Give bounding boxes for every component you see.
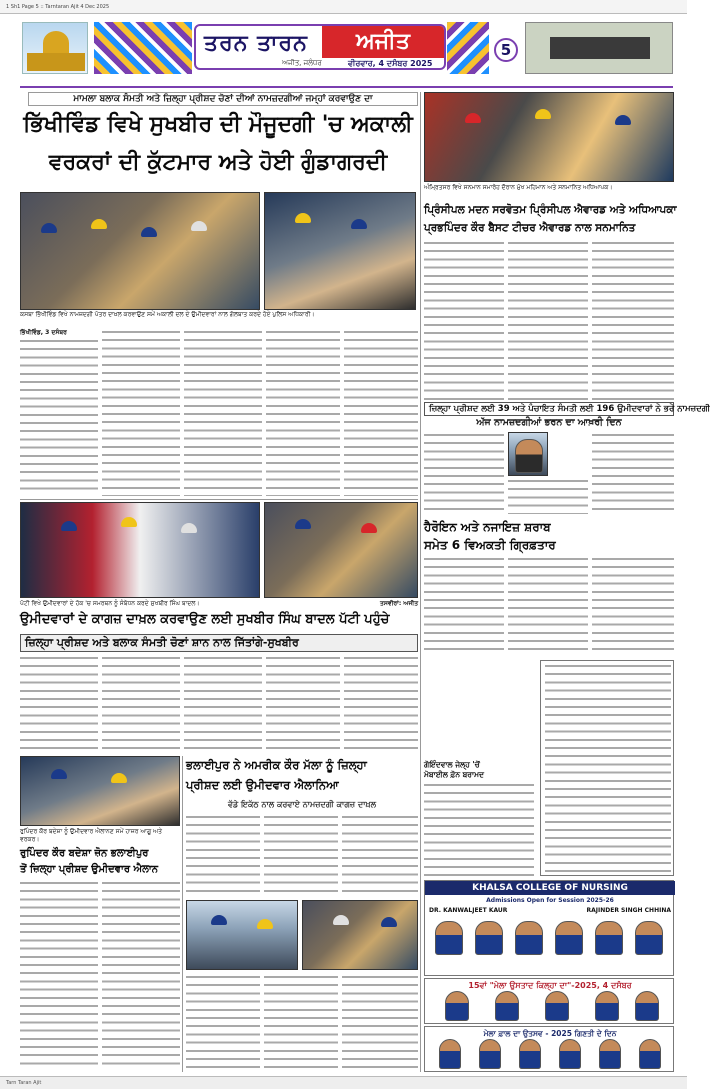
heroin-headline-line2: ਸਮੇਤ 6 ਵਿਅਕਤੀ ਗ੍ਰਿਫ਼ਤਾਰ: [424, 538, 556, 552]
award-column-3: [592, 240, 674, 400]
lead-photo-right: [264, 192, 416, 310]
award-column-2: [508, 240, 588, 400]
award-photo-caption: ਅੰਮ੍ਰਿਤਸਰ ਵਿਖੇ ਸਨਮਾਨ ਸਮਾਰੋਹ ਦੌਰਾਨ ਮੁੱਖ ਮਹਿਮਾਨ ਅਤੇ ਸਨਮਾਨਿਤ ਅਧਿਆਪਕ।: [424, 184, 613, 191]
lead-photo-caption: ਕਸਬਾ ਭਿੱਖੀਵਿੰਡ ਵਿਖੇ ਨਾਮਜ਼ਦਗੀ ਪੱਤਰ ਦਾਖ਼ਲ ਕਰਵਾਉਣ ਸਮੇਂ ਅਕਾਲੀ ਦਲ ਦੇ ਉਮੀਦਵਾਰਾਂ ਨਾਲ ਗੱਲਬਾਤ ਕਰਦੇ ਹੋਏ ਪੁਲਿਸ ਅਧਿਕਾਰੀ।: [20, 311, 315, 318]
candidate-headline-line2: ਤੋਂ ਜ਼ਿਲ੍ਹਾ ਪ੍ਰੀਸ਼ਦ ਉਮੀਦਵਾਰ ਐਲਾਨ: [20, 864, 158, 875]
fair-ad-portrait-1: [445, 991, 469, 1021]
bhalaipur-column-5: [264, 974, 338, 1070]
ad-right-text: [545, 663, 671, 873]
temple-base: [27, 53, 85, 71]
bhalaipur-photo-2: [302, 900, 418, 970]
bhalaipur-column-3: [342, 814, 418, 898]
lead-column-4: [266, 329, 340, 496]
sukhbir-column-4: [266, 655, 340, 753]
fair-ad-2-portrait-2: [479, 1039, 501, 1069]
nursing-college-ad: [424, 880, 674, 976]
gold-column: [424, 782, 534, 876]
fair-ad: [424, 978, 674, 1024]
award-headline-line1: ਪ੍ਰਿੰਸੀਪਲ ਮਦਨ ਸਰਵੋਤਮ ਪ੍ਰਿੰਸੀਪਲ ਐਵਾਰਡ ਅਤੇ ਅਧਿਆਪਕਾ: [424, 204, 677, 216]
award-headline-line2: ਪ੍ਰਭਪਿੰਦਰ ਕੌਰ ਬੈਸਟ ਟੀਚਰ ਐਵਾਰਡ ਨਾਲ ਸਨਮਾਨਿਤ: [424, 222, 636, 234]
bhalaipur-headline-line2: ਪ੍ਰੀਸ਼ਦ ਲਈ ਉਮੀਦਵਾਰ ਐਲਾਨਿਆ: [186, 778, 339, 792]
bhalaipur-column-4: [186, 974, 260, 1070]
nursing-ad-portrait-1: [435, 921, 463, 955]
candidate-column-1: [20, 880, 98, 1070]
ad-column-right: [540, 660, 674, 876]
golden-temple-image: [22, 22, 88, 74]
lead-column-2: [102, 329, 180, 496]
sukhbir-column-1: [20, 655, 98, 753]
page-number: 5: [494, 38, 518, 62]
nomination-column-2: [508, 478, 588, 514]
lead-column-1: [20, 338, 98, 496]
middle-divider: [20, 499, 418, 500]
middle-photos-caption: ਪੱਟੀ ਵਿਖੇ ਉਮੀਦਵਾਰਾਂ ਦੇ ਹੱਕ 'ਚ ਸਮਰਥਨ ਨੂੰ ਸੰਬੋਧਨ ਕਰਦੇ ਸੁਖਬੀਰ ਸਿੰਘ ਬਾਦਲ।: [20, 600, 200, 607]
nursing-ad-line2: DR. KANWALJEET KAUR: [429, 907, 508, 914]
masthead-pattern-left: [94, 22, 192, 74]
fair-ad-2-portrait-1: [439, 1039, 461, 1069]
nursing-ad-portrait-6: [635, 921, 663, 955]
lead-headline-line2: ਵਰਕਰਾਂ ਦੀ ਕੁੱਟਮਾਰ ਅਤੇ ਹੋਈ ਗੁੰਡਾਗਰਦੀ: [48, 150, 388, 175]
lead-byline: ਭਿੱਖੀਵਿੰਡ, 3 ਦਸੰਬਰ: [20, 329, 67, 336]
masthead-edition: ਅਜੀਤ, ਜਲੰਧਰ: [282, 59, 322, 67]
heroin-column-1: [424, 556, 504, 656]
fair-ad-2-title: ਮੇਲਾ ਫ਼ਾਲ ਦਾ ਉਤਸਵ - 2025 ਗਿਣਤੀ ਦੇ ਦਿਨ: [483, 1029, 617, 1038]
bhalaipur-column-2: [264, 814, 338, 898]
lead-column-3: [184, 329, 262, 496]
masthead-title-box: [194, 24, 446, 70]
fair-ad-portrait-5: [635, 991, 659, 1021]
heroin-headline-line1: ਹੈਰੋਇਨ ਅਤੇ ਨਜਾਇਜ਼ ਸ਼ਰਾਬ: [424, 520, 551, 534]
fair-ad-portrait-2: [495, 991, 519, 1021]
official-portrait: [508, 432, 548, 476]
column-rule-main: [420, 92, 421, 1072]
masthead-rule: [20, 86, 673, 88]
bhalaipur-subhead: ਵੱਡੇ ਇਕੱਠ ਨਾਲ ਕਰਵਾਏ ਨਾਮਜ਼ਦਗੀ ਕਾਗਜ਼ ਦਾਖ਼ਲ: [228, 800, 376, 809]
fair-ad-2: [424, 1026, 674, 1072]
nursing-ad-portrait-5: [595, 921, 623, 955]
award-photo: [424, 92, 674, 182]
lead-photo-left: [20, 192, 260, 310]
candidate-headline-line1: ਰੁਪਿੰਦਰ ਕੌਰ ਬਦੇਸ਼ਾ ਜ਼ੋਨ ਭਲਾਈਪੁਰ: [20, 848, 149, 859]
candidate-photo: [20, 756, 180, 826]
ad-signboard: [550, 37, 650, 59]
fair-ad-title: 15ਵਾਂ "ਮੇਲਾ ਉਸਤਾਦ ਕਿਲ੍ਹਾ ਦਾ"-2025, 4 ਦਸੰਬਰ: [468, 981, 632, 990]
nursing-ad-portrait-3: [515, 921, 543, 955]
fair-ad-2-portrait-4: [559, 1039, 581, 1069]
gold-headline-line1: ਗੋਇੰਦਵਾਲ ਜੇਲ੍ਹ 'ਚੋਂ: [424, 760, 480, 769]
nursing-ad-portrait-4: [555, 921, 583, 955]
masthead-pattern-right: [447, 22, 489, 74]
lead-column-5: [344, 329, 418, 496]
nursing-ad-title: KHALSA COLLEGE OF NURSING: [425, 881, 675, 895]
lead-headline-line1: ਭਿੱਖੀਵਿੰਡ ਵਿਖੇ ਸੁਖਬੀਰ ਦੀ ਮੌਜੂਦਗੀ 'ਚ ਅਕਾਲੀ: [23, 112, 413, 137]
masthead-city: ਤਰਨ ਤਾਰਨ: [204, 31, 308, 56]
fair-ad-2-portrait-3: [519, 1039, 541, 1069]
nomination-column-1: [424, 432, 504, 514]
award-column-1: [424, 240, 504, 400]
sukhbir-subhead: ਜ਼ਿਲ੍ਹਾ ਪ੍ਰੀਸ਼ਦ ਅਤੇ ਬਲਾਕ ਸੰਮਤੀ ਚੋਣਾਂ ਸ਼ਾਨ ਨਾਲ ਜਿੱਤਾਂਗੇ-ਸੁਖਬੀਰ: [20, 634, 418, 652]
middle-photo-right: [264, 502, 418, 598]
nomination-column-3: [592, 432, 674, 514]
masthead-date: ਵੀਰਵਾਰ, 4 ਦਸੰਬਰ 2025: [348, 59, 433, 68]
nursing-ad-line3: RAJINDER SINGH CHHINA: [586, 907, 671, 914]
fair-ad-portrait-3: [545, 991, 569, 1021]
heroin-column-2: [508, 556, 588, 656]
heroin-column-3: [592, 556, 674, 656]
nomination-subhead: ਅੱਜ ਨਾਮਜ਼ਦਗੀਆਂ ਭਰਨ ਦਾ ਆਖ਼ਰੀ ਦਿਨ: [476, 417, 622, 428]
masthead-ad-photo: [525, 22, 673, 74]
bhalaipur-column-6: [342, 974, 418, 1070]
footer: Tarn Taran Ajit: [0, 1076, 687, 1089]
nursing-ad-portrait-2: [475, 921, 503, 955]
candidate-column-2: [102, 880, 180, 1070]
middle-photos-credit: ਤਸਵੀਰਾਂ: ਅਜੀਤ: [380, 600, 419, 607]
bhalaipur-photo-1: [186, 900, 298, 970]
sukhbir-headline: ਉਮੀਦਵਾਰਾਂ ਦੇ ਕਾਗਜ਼ ਦਾਖ਼ਲ ਕਰਵਾਉਣ ਲਈ ਸੁਖਬੀਰ ਸਿੰਘ ਬਾਦਲ ਪੱਟੀ ਪਹੁੰਚੇ: [20, 612, 390, 627]
column-rule-bottom: [182, 756, 183, 1072]
fair-ad-portrait-4: [595, 991, 619, 1021]
middle-photo-left: [20, 502, 260, 598]
fair-ad-2-portrait-5: [599, 1039, 621, 1069]
bhalaipur-column-1: [186, 814, 260, 898]
temple-dome: [43, 31, 69, 55]
top-strip: 1 Sh1 Page 5 :: Tarntaran Ajit 4 Dec 2025: [0, 0, 687, 14]
candidate-photo-caption: ਰੁਪਿੰਦਰ ਕੌਰ ਬਦੇਸ਼ਾ ਨੂੰ ਉਮੀਦਵਾਰ ਐਲਾਨਣ ਸਮੇਂ ਹਾਜ਼ਰ ਆਗੂ ਅਤੇ ਵਰਕਰ।: [20, 828, 163, 843]
sukhbir-column-2: [102, 655, 180, 753]
fair-ad-2-portrait-6: [639, 1039, 661, 1069]
sukhbir-column-5: [344, 655, 418, 753]
gold-headline-line2: ਮੋਬਾਈਲ ਫ਼ੋਨ ਬਰਾਮਦ: [424, 770, 484, 779]
sukhbir-column-3: [184, 655, 262, 753]
masthead-brand: ਅਜੀਤ: [322, 26, 444, 58]
bhalaipur-headline-line1: ਭਲਾਈਪੁਰ ਨੇ ਅਮਰੀਕ ਕੌਰ ਮੱਲਾ ਨੂੰ ਜ਼ਿਲ੍ਹਾ: [186, 758, 367, 772]
nursing-ad-line1: Admissions Open for Session 2025-26: [486, 897, 614, 904]
nomination-headline: ਜ਼ਿਲ੍ਹਾ ਪ੍ਰੀਸ਼ਦ ਲਈ 39 ਅਤੇ ਪੰਚਾਇਤ ਸੰਮਤੀ ਲਈ 196 ਉਮੀਦਵਾਰਾਂ ਨੇ ਭਰੇ ਨਾਮਜ਼ਦਗੀ: [424, 402, 674, 416]
lead-strap: ਮਾਮਲਾ ਬਲਾਕ ਸੰਮਤੀ ਅਤੇ ਜ਼ਿਲ੍ਹਾ ਪ੍ਰੀਸ਼ਦ ਚੋਣਾਂ ਦੀਆਂ ਨਾਮਜ਼ਦਗੀਆਂ ਜਮ੍ਹਾਂ ਕਰਵਾਉਣ ਦਾ: [28, 92, 418, 106]
